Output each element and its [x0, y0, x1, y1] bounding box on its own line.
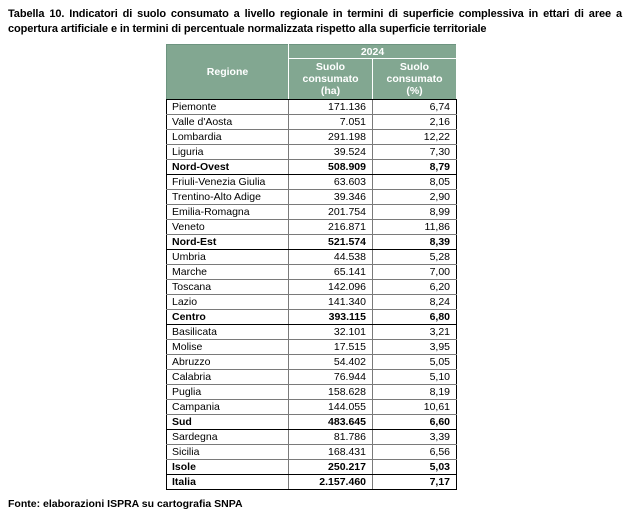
cell-region: Puglia — [167, 385, 289, 400]
cell-region: Calabria — [167, 370, 289, 385]
cell-region: Nord-Ovest — [167, 160, 289, 175]
cell-soil-consumed-pct: 5,10 — [373, 370, 457, 385]
table-row — [167, 430, 457, 445]
cell-region: Liguria — [167, 145, 289, 160]
cell-region: Sicilia — [167, 445, 289, 460]
cell-soil-consumed-pct: 5,05 — [373, 355, 457, 370]
table-row — [167, 355, 457, 370]
table-row — [167, 160, 457, 175]
column-header-year: 2024 — [289, 45, 457, 59]
table-row — [167, 100, 457, 115]
cell-region: Marche — [167, 265, 289, 280]
table-row — [167, 250, 457, 265]
cell-region: Basilicata — [167, 325, 289, 340]
table-row — [167, 340, 457, 355]
table-row — [167, 265, 457, 280]
cell-soil-consumed-pct: 11,86 — [373, 220, 457, 235]
table-row — [167, 370, 457, 385]
column-header-soil-pct-title: Suolo consumato — [386, 61, 443, 85]
cell-soil-consumed-ha: 7.051 — [289, 115, 373, 130]
table-row — [167, 145, 457, 160]
cell-region: Friuli-Venezia Giulia — [167, 175, 289, 190]
cell-soil-consumed-pct: 6,20 — [373, 280, 457, 295]
data-table-container — [166, 44, 456, 490]
cell-soil-consumed-pct: 8,79 — [373, 160, 457, 175]
cell-soil-consumed-ha: 168.431 — [289, 445, 373, 460]
header-row-year — [167, 45, 457, 59]
cell-soil-consumed-ha: 32.101 — [289, 325, 373, 340]
table-row — [167, 190, 457, 205]
cell-soil-consumed-ha: 508.909 — [289, 160, 373, 175]
cell-soil-consumed-ha: 63.603 — [289, 175, 373, 190]
table-row — [167, 220, 457, 235]
cell-region: Italia — [167, 475, 289, 490]
cell-soil-consumed-pct: 7,30 — [373, 145, 457, 160]
table-row — [167, 475, 457, 490]
cell-soil-consumed-ha: 142.096 — [289, 280, 373, 295]
cell-soil-consumed-pct: 10,61 — [373, 400, 457, 415]
cell-soil-consumed-ha: 141.340 — [289, 295, 373, 310]
cell-soil-consumed-pct: 6,56 — [373, 445, 457, 460]
cell-region: Veneto — [167, 220, 289, 235]
cell-soil-consumed-pct: 6,74 — [373, 100, 457, 115]
table-caption-line-2: copertura artificiale e in termini di percentuale normalizzata rispetto alla superficie territoriale — [8, 23, 487, 35]
table-row — [167, 280, 457, 295]
cell-soil-consumed-ha: 81.786 — [289, 430, 373, 445]
cell-soil-consumed-ha: 144.055 — [289, 400, 373, 415]
cell-soil-consumed-pct: 2,90 — [373, 190, 457, 205]
cell-region: Lazio — [167, 295, 289, 310]
source-note: Fonte: elaborazioni ISPRA su cartografia SNPA — [8, 498, 243, 510]
table-row — [167, 115, 457, 130]
cell-soil-consumed-pct: 5,03 — [373, 460, 457, 475]
cell-region: Isole — [167, 460, 289, 475]
cell-soil-consumed-pct: 8,99 — [373, 205, 457, 220]
cell-region: Valle d'Aosta — [167, 115, 289, 130]
table-row — [167, 130, 457, 145]
cell-region: Emilia-Romagna — [167, 205, 289, 220]
cell-soil-consumed-pct: 7,17 — [373, 475, 457, 490]
column-header-soil-ha-title: Suolo consumato — [302, 61, 359, 85]
cell-soil-consumed-pct: 7,00 — [373, 265, 457, 280]
cell-soil-consumed-ha: 171.136 — [289, 100, 373, 115]
cell-soil-consumed-ha: 44.538 — [289, 250, 373, 265]
table-row — [167, 460, 457, 475]
cell-soil-consumed-ha: 393.115 — [289, 310, 373, 325]
table-caption — [8, 7, 622, 37]
cell-soil-consumed-pct: 3,39 — [373, 430, 457, 445]
column-header-soil-ha — [289, 59, 373, 100]
cell-soil-consumed-ha: 201.754 — [289, 205, 373, 220]
cell-region: Toscana — [167, 280, 289, 295]
cell-soil-consumed-pct: 8,24 — [373, 295, 457, 310]
cell-soil-consumed-pct: 6,80 — [373, 310, 457, 325]
column-header-soil-pct-unit: (%) — [406, 85, 423, 97]
cell-region: Molise — [167, 340, 289, 355]
table-row — [167, 295, 457, 310]
cell-soil-consumed-ha: 65.141 — [289, 265, 373, 280]
cell-soil-consumed-ha: 483.645 — [289, 415, 373, 430]
cell-region: Umbria — [167, 250, 289, 265]
column-header-soil-pct — [373, 59, 457, 100]
cell-soil-consumed-ha: 17.515 — [289, 340, 373, 355]
soil-consumption-table — [166, 44, 457, 490]
cell-region: Piemonte — [167, 100, 289, 115]
cell-soil-consumed-pct: 8,19 — [373, 385, 457, 400]
column-header-soil-ha-unit: (ha) — [320, 85, 341, 97]
cell-region: Sardegna — [167, 430, 289, 445]
cell-soil-consumed-ha: 216.871 — [289, 220, 373, 235]
cell-soil-consumed-pct: 3,95 — [373, 340, 457, 355]
cell-region: Nord-Est — [167, 235, 289, 250]
cell-soil-consumed-ha: 2.157.460 — [289, 475, 373, 490]
table-row — [167, 205, 457, 220]
table-row — [167, 415, 457, 430]
table-row — [167, 445, 457, 460]
cell-soil-consumed-ha: 39.524 — [289, 145, 373, 160]
table-row — [167, 400, 457, 415]
cell-soil-consumed-pct: 5,28 — [373, 250, 457, 265]
cell-soil-consumed-pct: 2,16 — [373, 115, 457, 130]
column-header-region: Regione — [167, 45, 289, 100]
table-caption-line-1: Tabella 10. Indicatori di suolo consumato a livello regionale in termini di superficie complessiva in ettari di aree a — [8, 8, 622, 20]
cell-soil-consumed-ha: 39.346 — [289, 190, 373, 205]
cell-soil-consumed-ha: 250.217 — [289, 460, 373, 475]
cell-region: Campania — [167, 400, 289, 415]
table-row — [167, 175, 457, 190]
cell-soil-consumed-ha: 54.402 — [289, 355, 373, 370]
cell-soil-consumed-pct: 8,05 — [373, 175, 457, 190]
cell-soil-consumed-ha: 158.628 — [289, 385, 373, 400]
table-row — [167, 385, 457, 400]
cell-soil-consumed-ha: 521.574 — [289, 235, 373, 250]
table-body — [167, 100, 457, 490]
cell-region: Sud — [167, 415, 289, 430]
cell-soil-consumed-pct: 12,22 — [373, 130, 457, 145]
cell-soil-consumed-ha: 76.944 — [289, 370, 373, 385]
table-row — [167, 235, 457, 250]
cell-region: Trentino-Alto Adige — [167, 190, 289, 205]
table-row — [167, 325, 457, 340]
cell-region: Lombardia — [167, 130, 289, 145]
cell-soil-consumed-ha: 291.198 — [289, 130, 373, 145]
cell-soil-consumed-pct: 3,21 — [373, 325, 457, 340]
cell-region: Abruzzo — [167, 355, 289, 370]
table-header — [167, 45, 457, 100]
cell-soil-consumed-pct: 8,39 — [373, 235, 457, 250]
cell-soil-consumed-pct: 6,60 — [373, 415, 457, 430]
cell-region: Centro — [167, 310, 289, 325]
table-row — [167, 310, 457, 325]
